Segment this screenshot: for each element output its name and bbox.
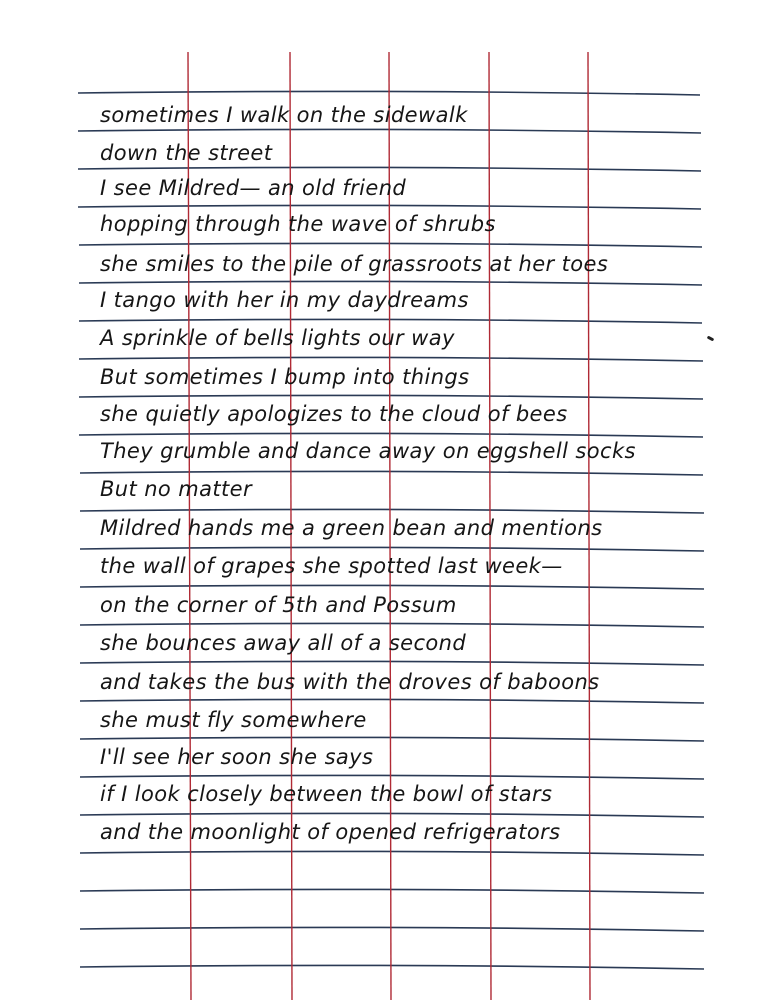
- poem-line: I'll see her soon she says: [100, 745, 374, 769]
- poem-line: if I look closely between the bowl of stars: [100, 782, 553, 806]
- poem-line: she smiles to the pile of grassroots at her toes: [100, 252, 609, 276]
- poem-line: she must fly somewhere: [100, 708, 367, 732]
- poem-line: But no matter: [100, 477, 253, 501]
- poem-line: down the street: [100, 141, 273, 165]
- poem-line: I see Mildred— an old friend: [100, 176, 407, 200]
- poem-line: A sprinkle of bells lights our way: [100, 326, 455, 350]
- poem-line: Mildred hands me a green bean and mentions: [100, 516, 603, 540]
- poem-line: and takes the bus with the droves of baboons: [100, 670, 600, 694]
- poem-line: she bounces away all of a second: [100, 631, 467, 655]
- poem-line: But sometimes I bump into things: [100, 365, 470, 389]
- poem-line: the wall of grapes she spotted last week—: [100, 554, 563, 578]
- poem-line: I tango with her in my daydreams: [100, 288, 469, 312]
- poem-line: on the corner of 5th and Possum: [100, 593, 457, 617]
- poem-line: she quietly apologizes to the cloud of bees: [100, 402, 568, 426]
- poem-line: and the moonlight of opened refrigerators: [100, 820, 561, 844]
- poem-line: sometimes I walk on the sidewalk: [100, 103, 468, 127]
- poem-line: They grumble and dance away on eggshell socks: [100, 439, 636, 463]
- poem-line: hopping through the wave of shrubs: [100, 212, 496, 236]
